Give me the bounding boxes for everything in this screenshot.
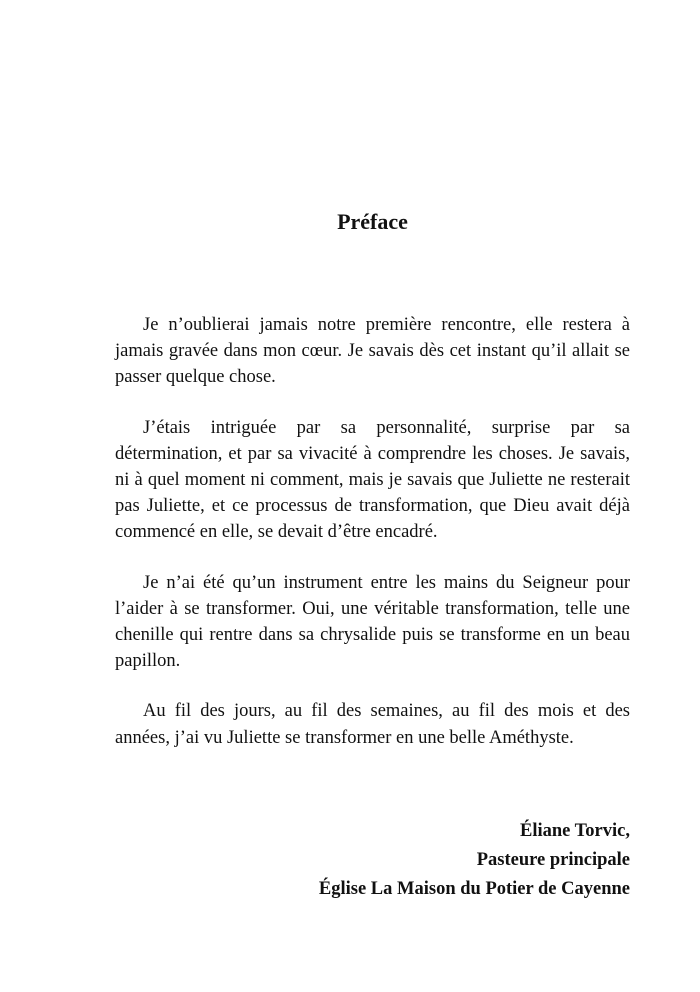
page-title: Préface xyxy=(337,209,408,234)
paragraph-first-meeting: Je n’oublierai jamais notre première rencontre, elle restera à jamais gravée dans mon cœur. Je savais dès cet instant qu’il allait se passer quelque chose. xyxy=(115,315,630,388)
signature-block xyxy=(319,817,630,904)
paragraph-intrigued: J’étais intriguée par sa personnalité, surprise par sa détermination, et par sa vivacité à comprendre les choses. Je savais, ni à quel moment ni comment, mais je savais que Juliette ne resterait pas Juliette, et ce processus de transformation, que Dieu avait déjà commencé en elle, se devait d’être encadré. xyxy=(115,417,630,543)
signature-role: Pasteure principale xyxy=(476,850,630,870)
paragraph-instrument: Je n’ai été qu’un instrument entre les mains du Seigneur pour l’aider à se transformer. Oui, une véritable transformation, telle une chenille qui rentre dans sa chrysalide puis se transforme en un beau papillon. xyxy=(115,572,630,672)
paragraph-amethyst: Au fil des jours, au fil des semaines, au fil des mois et des années, j’ai vu Juliette se transformer en une belle Améthyste. xyxy=(115,701,630,748)
preface-body xyxy=(115,312,630,775)
signature-church: Église La Maison du Potier de Cayenne xyxy=(318,879,630,899)
signature-name: Éliane Torvic, xyxy=(520,821,630,841)
